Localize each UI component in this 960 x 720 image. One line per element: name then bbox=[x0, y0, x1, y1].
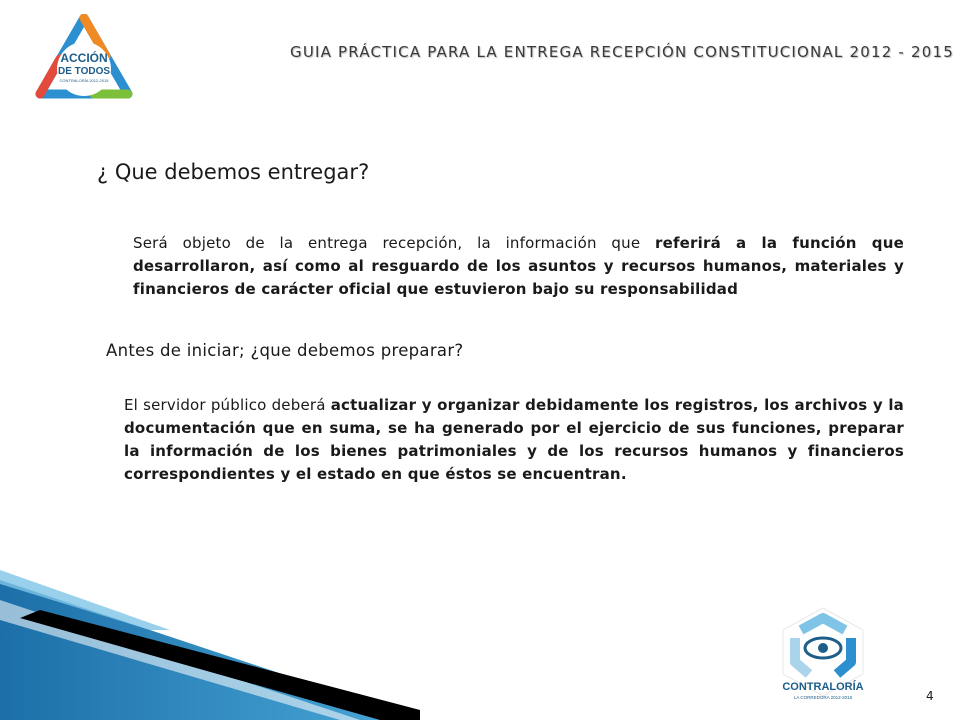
logo-text-line2: DE TODOS bbox=[57, 66, 111, 77]
header-title: GUIA PRÁCTICA PARA LA ENTREGA RECEPCIÓN CONSTITUCIONAL 2012 - 2015 bbox=[290, 43, 954, 61]
page-number: 4 bbox=[926, 689, 934, 703]
logo-text-line3: CONTRALORÍA 2012-2015 bbox=[59, 78, 109, 83]
contraloria-logo-subtext: LA CORREDORA 2012-2015 bbox=[793, 695, 853, 700]
paragraph-2-normal: El servidor público deberá bbox=[124, 396, 331, 414]
paragraph-1-bold: referirá a la función que desarrollaron, así como al resguardo de los asuntos y recursos humanos, materiales y financieros de carácter oficial que estuvieron bajo su responsabilidad bbox=[133, 234, 904, 298]
decorative-wedge bbox=[0, 570, 420, 720]
contraloria-logo-text: CONTRALORÍA bbox=[782, 681, 864, 693]
accion-de-todos-logo bbox=[34, 14, 134, 114]
section-question-1: ¿ Que debemos entregar? bbox=[97, 160, 370, 184]
logo-text-line1: ACCIÓN bbox=[60, 51, 108, 65]
section-paragraph-2 bbox=[124, 394, 904, 486]
paragraph-1-normal: Será objeto de la entrega recepción, la información que bbox=[133, 234, 655, 252]
section-paragraph-1 bbox=[133, 232, 904, 301]
section-question-2: Antes de iniciar; ¿que debemos preparar? bbox=[106, 341, 464, 360]
contraloria-logo bbox=[771, 604, 875, 708]
paragraph-2-bold: actualizar y organizar debidamente los registros, los archivos y la documentación que en suma, se ha generado por el ejercicio de sus funciones, preparar la información de los bienes patrimoniales y de los recursos humanos y financieros correspondientes y el estado en que éstos se encuentran. bbox=[124, 396, 905, 483]
